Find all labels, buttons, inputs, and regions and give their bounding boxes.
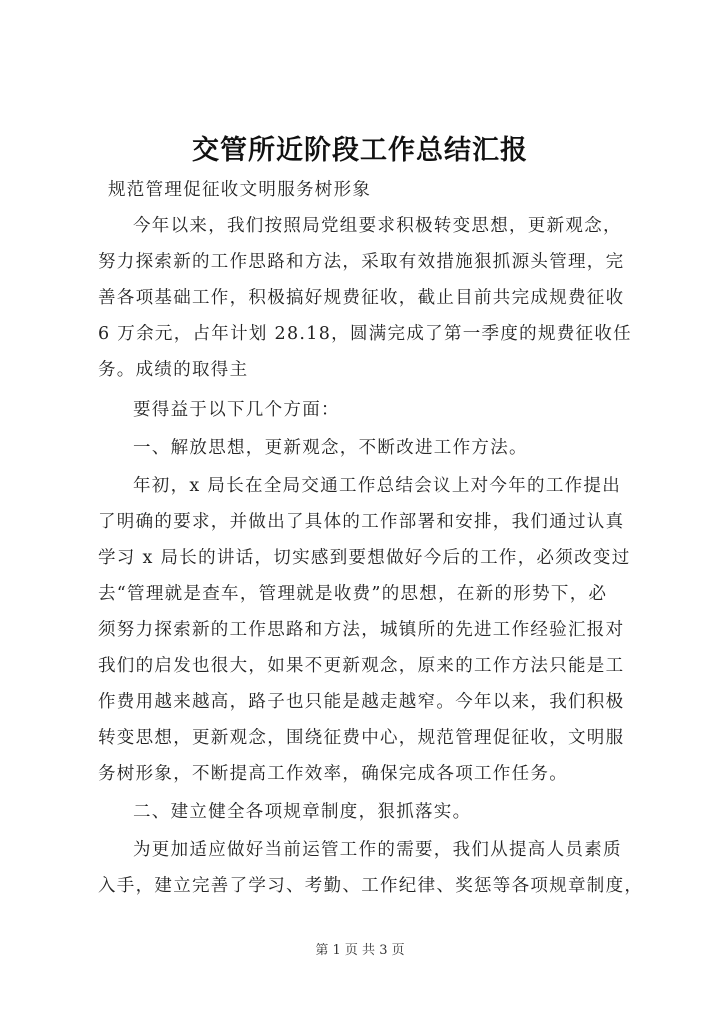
paragraph-line: 转变思想，更新观念，围绕征费中心，规范管理促征收，文明服 bbox=[98, 728, 625, 748]
paragraph-line: 我们的启发也很大，如果不更新观念，原来的工作方法只能是工 bbox=[98, 656, 625, 676]
paragraph-line: 务。成绩的取得主 bbox=[98, 360, 249, 380]
paragraph-line: 学习 x 局长的讲话，切实感到要想做好今后的工作，必须改变过 bbox=[98, 548, 631, 568]
paragraph-line: 今年以来，我们按照局党组要求积极转变思想，更新观念， bbox=[133, 216, 622, 236]
paragraph-line: 去“管理就是查车，管理就是收费”的思想，在新的形势下，必 bbox=[98, 584, 608, 604]
paragraph-line: 作费用越来越高，路子也只能是越走越窄。今年以来，我们积极 bbox=[98, 692, 625, 712]
paragraph-line: 了明确的要求，并做出了具体的工作部署和安排，我们通过认真 bbox=[98, 512, 625, 532]
document-title: 交管所近阶段工作总结汇报 bbox=[192, 135, 528, 166]
paragraph-line: 年初，x 局长在全局交通工作总结会议上对今年的工作提出 bbox=[133, 476, 622, 496]
paragraph-line: 善各项基础工作，积极搞好规费征收，截止目前共完成规费征收 bbox=[98, 288, 625, 308]
paragraph-line: 务树形象，不断提高工作效率，确保完成各项工作任务。 bbox=[98, 764, 568, 784]
paragraph-line: 6 万余元，占年计划 28.18，圆满完成了第一季度的规费征收任 bbox=[98, 324, 632, 344]
paragraph-line: 入手，建立完善了学习、考勤、工作纪律、奖惩等各项规章制度， bbox=[98, 876, 644, 896]
section-heading: 一、解放思想，更新观念，不断改进工作方法。 bbox=[133, 438, 528, 458]
paragraph-line: 须努力探索新的工作思路和方法，城镇所的先进工作经验汇报对 bbox=[98, 620, 625, 640]
subtitle: 规范管理促征收文明服务树形象 bbox=[108, 180, 372, 200]
page-number-footer: 第 1 页 共 3 页 bbox=[315, 943, 405, 958]
paragraph-line: 要得益于以下几个方面： bbox=[133, 400, 340, 420]
paragraph-line: 为更加适应做好当前运管工作的需要，我们从提高人员素质 bbox=[133, 840, 622, 860]
paragraph-line: 努力探索新的工作思路和方法，采取有效措施狠抓源头管理，完 bbox=[98, 252, 625, 272]
section-heading: 二、建立健全各项规章制度，狠抓落实。 bbox=[133, 802, 472, 822]
